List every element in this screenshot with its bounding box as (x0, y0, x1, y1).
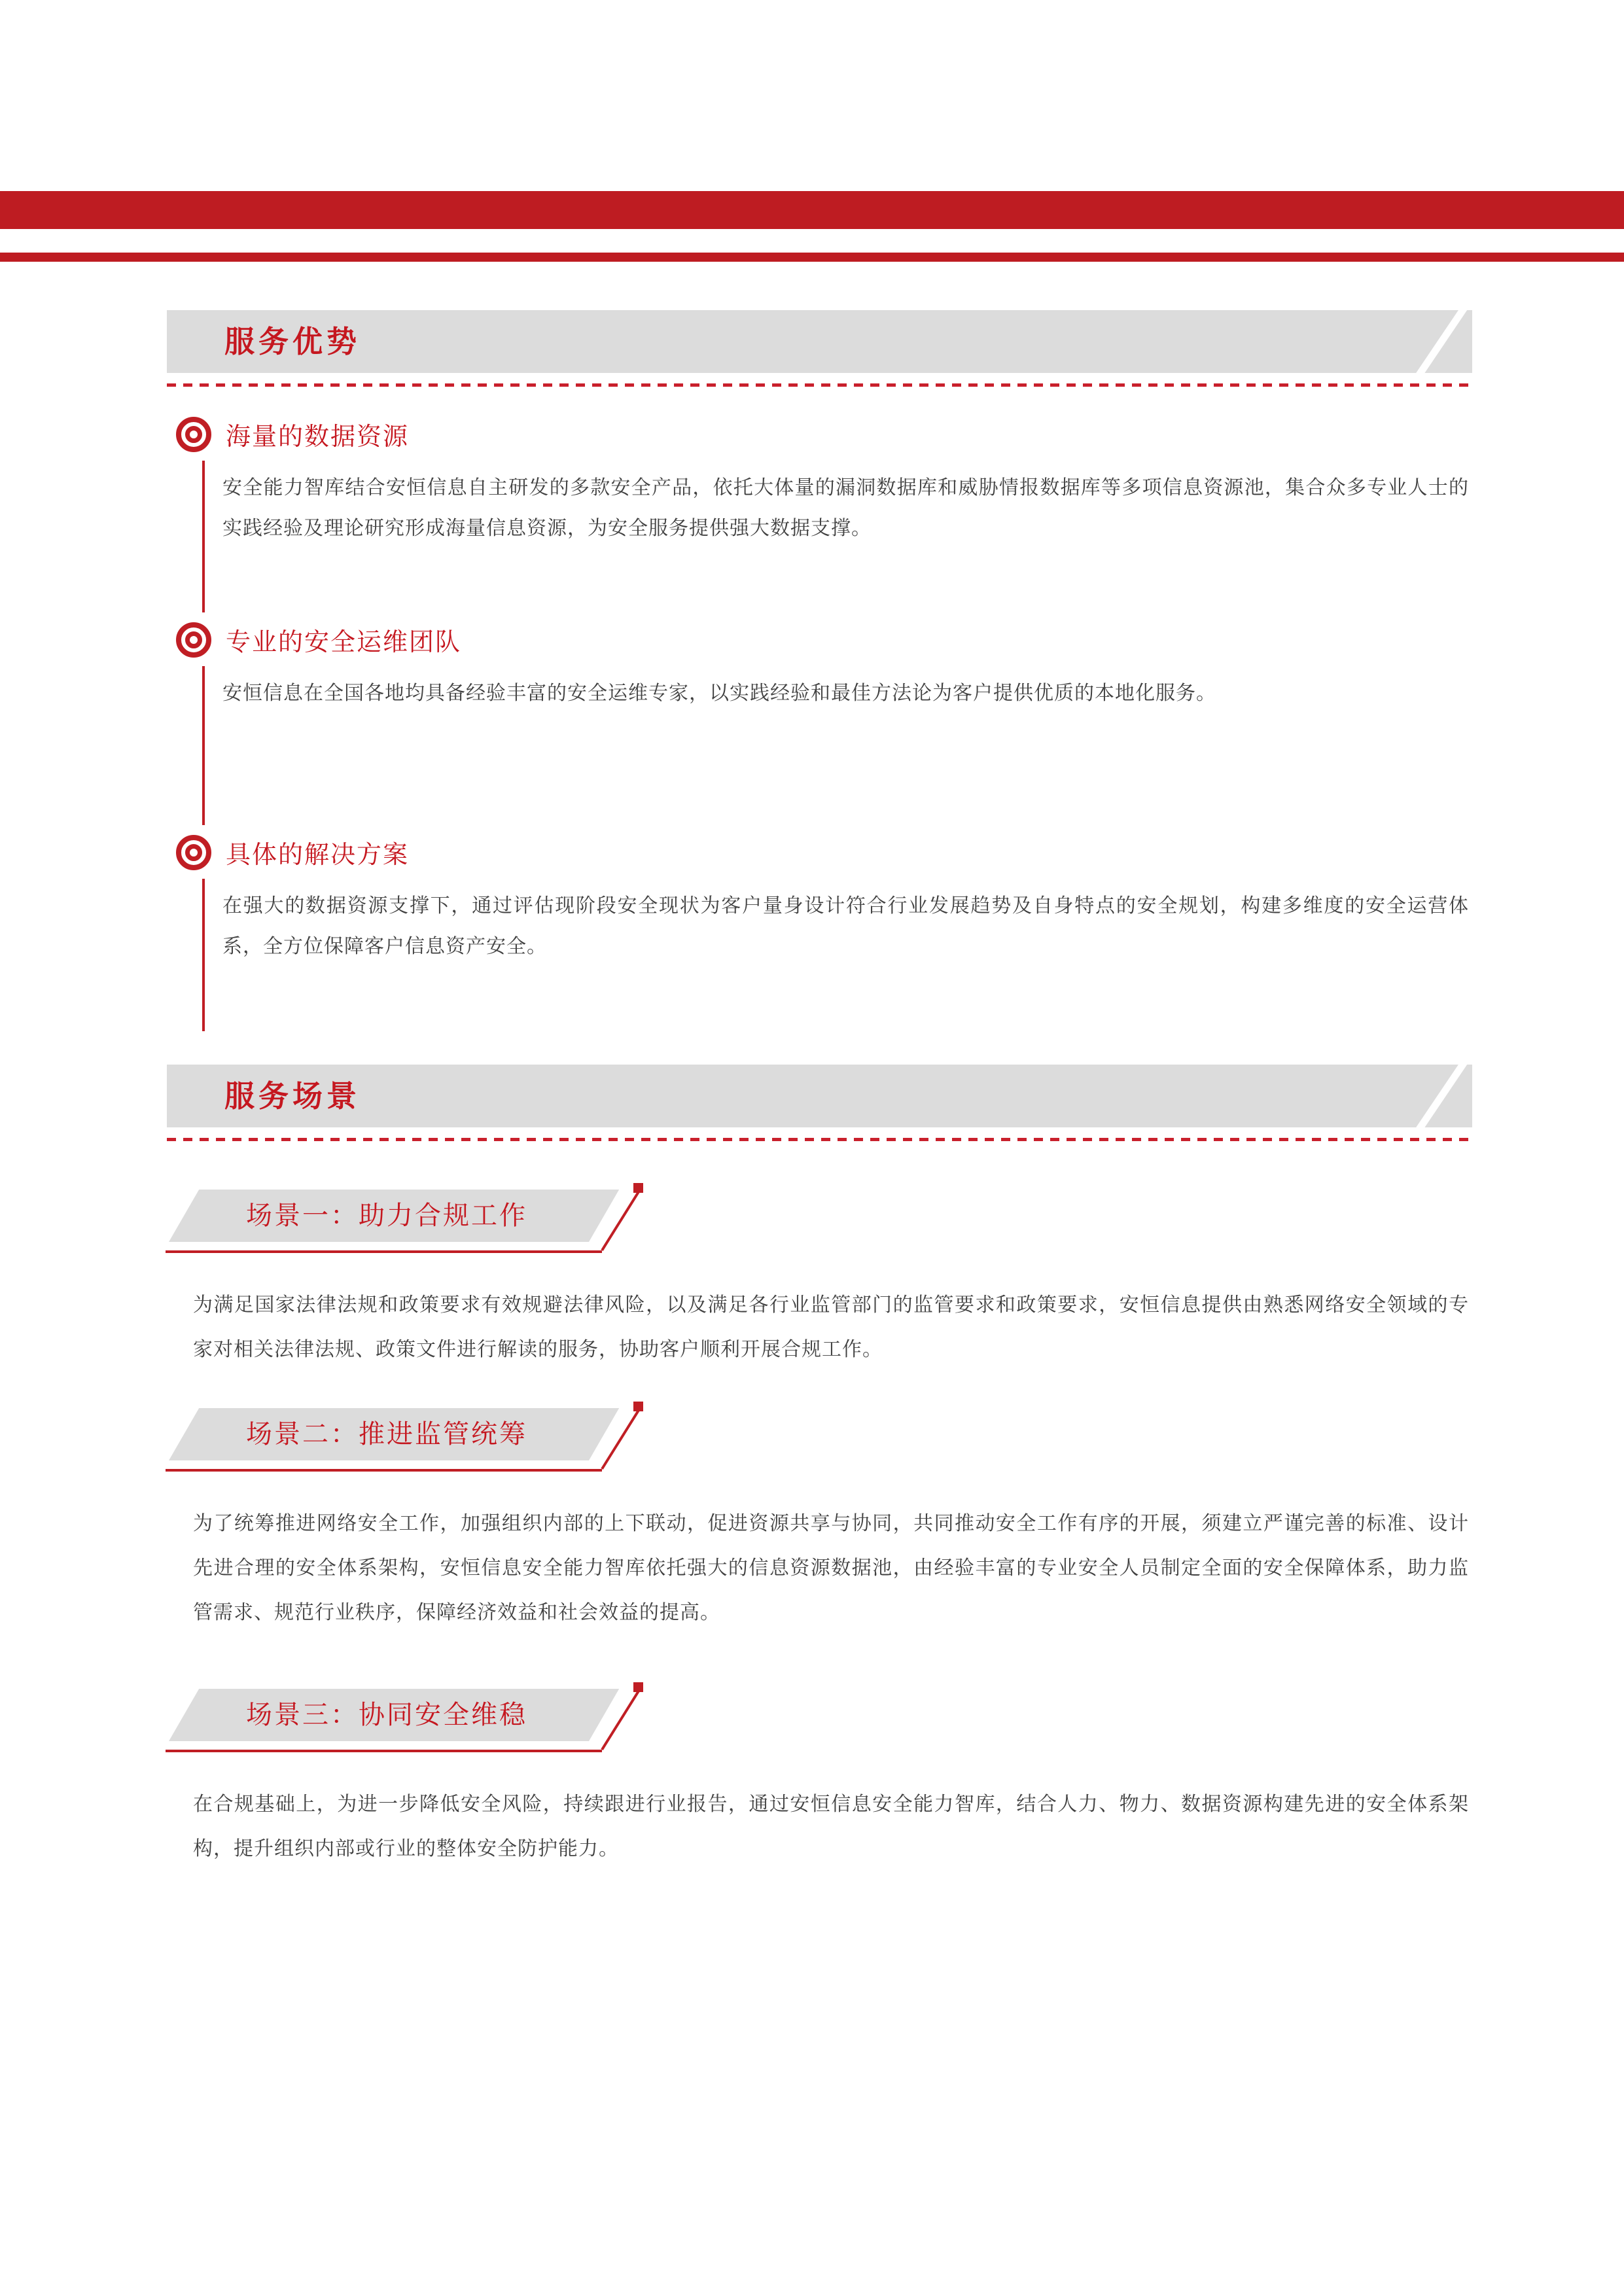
advantage-title: 具体的解决方案 (226, 840, 410, 869)
bullseye-icon (176, 417, 211, 452)
advantage-item (167, 416, 1489, 549)
bullseye-icon (176, 622, 211, 658)
scenario-body: 在合规基础上，为进一步降低安全风险，持续跟进行业报告，通过安恒信息安全能力智库，结合人力、物力、数据资源构建先进的安全体系架构，提升组织内部或行业的整体安全防护能力。 (193, 1793, 1469, 1860)
scenario-square-marker (633, 1183, 643, 1193)
scenario-title: 场景三：协同安全维稳 (246, 1700, 527, 1730)
section-title: 服务场景 (224, 1078, 361, 1114)
advantage-body: 安全能力智库结合安恒信息自主研发的多款安全产品，依托大体量的漏洞数据库和威胁情报数据库等多项信息资源池，集合众多专业人士的实践经验及理论研究形成海量信息资源，为安全服务提供强大数据支撑。 (222, 476, 1469, 540)
scenario-underline (166, 1250, 602, 1253)
section-title: 服务优势 (224, 324, 361, 359)
bullseye-icon (176, 835, 211, 870)
scenario-banner (169, 1408, 619, 1460)
bullseye-icon-center (185, 631, 202, 648)
advantage-item-header (167, 834, 1489, 870)
advantage-title: 海量的数据资源 (226, 422, 410, 451)
connector-line (202, 666, 205, 825)
top-red-bar-thin (0, 253, 1624, 262)
advantage-body: 安恒信息在全国各地均具备经验丰富的安全运维专家，以实践经验和最佳方法论为客户提供优质的本地化服务。 (222, 682, 1216, 705)
scenario-banner-inner (169, 1408, 589, 1460)
scenario-square-marker (633, 1682, 643, 1692)
advantage-item-header (167, 622, 1489, 658)
scenario-banner (169, 1190, 619, 1242)
scenario-banner (169, 1689, 619, 1741)
scenario-square-marker (633, 1402, 643, 1411)
advantage-title: 专业的安全运维团队 (226, 627, 462, 656)
scenario-underline (166, 1469, 602, 1472)
scenario-banner-inner (169, 1190, 589, 1242)
scenario-banner-inner (169, 1689, 589, 1741)
scenario-title: 场景一：助力合规工作 (246, 1201, 527, 1231)
dashed-separator (167, 383, 1469, 387)
connector-line (202, 461, 205, 612)
bullseye-icon-center (185, 426, 202, 443)
scenario-underline (166, 1750, 602, 1752)
section-header-advantages (167, 310, 1472, 373)
advantage-item (167, 834, 1489, 967)
connector-line (202, 879, 205, 1031)
advantage-body: 在强大的数据资源支撑下，通过评估现阶段安全现状为客户量身设计符合行业发展趋势及自身特点的安全规划，构建多维度的安全运营体系，全方位保障客户信息资产安全。 (222, 894, 1469, 958)
advantage-item (167, 622, 1489, 714)
advantage-item-header (167, 416, 1489, 452)
top-red-bar-thick (0, 191, 1624, 229)
scenario-title: 场景二：推进监管统筹 (246, 1419, 527, 1449)
dashed-separator (167, 1138, 1469, 1141)
section-header-scenarios (167, 1065, 1472, 1127)
scenario-body: 为满足国家法律法规和政策要求有效规避法律风险，以及满足各行业监管部门的监管要求和政策要求，安恒信息提供由熟悉网络安全领域的专家对相关法律法规、政策文件进行解读的服务，协助客户顺利开展合规工作。 (193, 1294, 1469, 1361)
bullseye-icon-center (185, 844, 202, 861)
scenario-body: 为了统筹推进网络安全工作，加强组织内部的上下联动，促进资源共享与协同，共同推动安全工作有序的开展，须建立严谨完善的标准、设计先进合理的安全体系架构，安恒信息安全能力智库依托强大的信息资源数据池，由经验丰富的专业安全人员制定全面的安全保障体系，助力监管需求、规范行业秩序，保障经济效益和社会效益的提高。 (193, 1512, 1469, 1624)
